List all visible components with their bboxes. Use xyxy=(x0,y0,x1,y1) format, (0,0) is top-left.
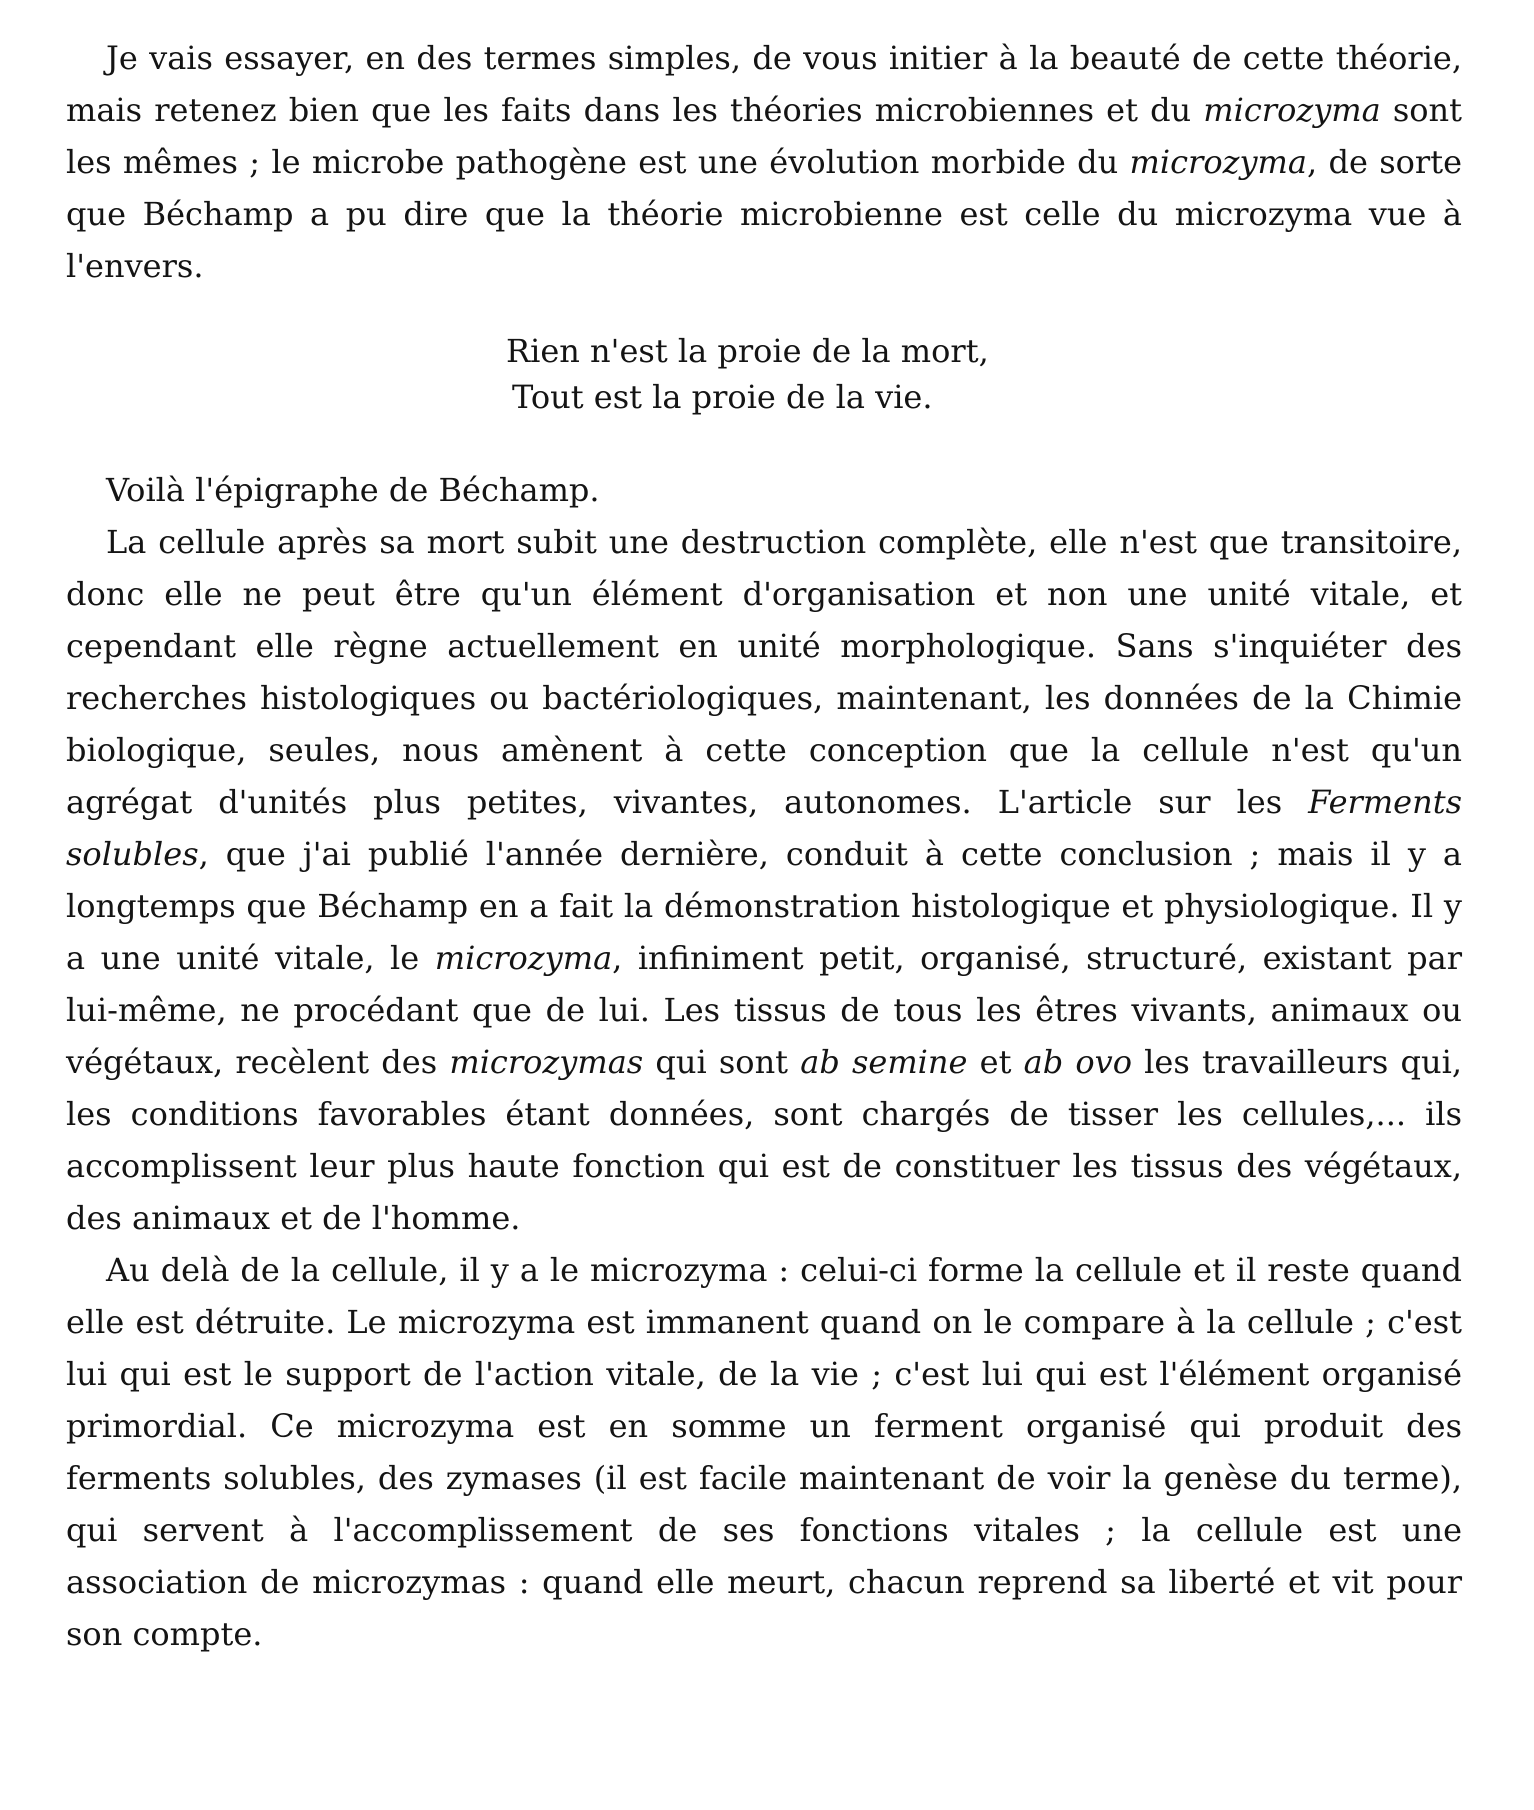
text-run: qui sont xyxy=(643,1043,801,1081)
verse-line-2: Tout est la proie de la vie. xyxy=(512,378,933,416)
text-run: les travailleurs qui, les conditions favorables étant données, sont chargés de tisser les cellules,... ils accomplissent leur plus haute fonction qui est de constituer les tissus des végétaux, des animaux et de l'homme. xyxy=(66,1043,1463,1237)
paragraph-cellule xyxy=(66,516,1462,1244)
text-run: Je vais essayer, en des termes simples, de vous initier à la beauté de cette théorie, mais retenez bien que les faits dans les théories microbiennes et du xyxy=(66,39,1462,129)
paragraph-intro xyxy=(66,32,1462,292)
text-run: sont les mêmes ; le microbe pathogène est une évolution morbide du xyxy=(66,91,1463,181)
italic-term: ab semine xyxy=(800,1043,968,1081)
text-run: , de sorte que Béchamp a pu dire que la théorie microbienne est celle du microzyma vue à l'envers. xyxy=(66,143,1463,285)
paragraph-microzyma xyxy=(66,1244,1462,1660)
text-run: , que j'ai publié l'année dernière, conduit à cette conclusion ; mais il y a longtemps que Béchamp en a fait la démonstration histologique et physiologique. Il y a une unité vitale, le xyxy=(66,835,1462,977)
text-run: et xyxy=(967,1043,1024,1081)
verse-line-1: Rien n'est la proie de la mort, xyxy=(506,332,989,370)
italic-term: microzymas xyxy=(449,1043,644,1081)
text-run: Au delà de la cellule, il y a le microzyma : celui-ci forme la cellule et il reste quand elle est détruite. Le microzyma est immanent quand on le compare à la cellule ; c'est lui qui est le support de l'action vitale, de la vie ; c'est lui qui est l'élément organisé primordial. Ce microzyma est en somme un ferment organisé qui produit des ferments solubles, des zymases (il est facile maintenant de voir la genèse du terme), qui servent à l'accomplissement de ses fonctions vitales ; la cellule est une association de microzymas : quand elle meurt, chacun reprend sa liberté et vit pour son compte. xyxy=(66,1251,1462,1653)
text-run: Voilà l'épigraphe de Béchamp. xyxy=(106,471,600,509)
italic-term: microzyma xyxy=(1203,91,1381,129)
paragraph-epigraph-note xyxy=(66,464,1462,516)
text-run: La cellule après sa mort subit une destruction complète, elle n'est que transitoire, donc elle ne peut être qu'un élément d'organisation et non une unité vitale, et cependant elle règne actuellement en unité morphologique. Sans s'inquiéter des recherches histologiques ou bactériologiques, maintenant, les données de la Chimie biologique, seules, nous amènent à cette conception que la cellule n'est qu'un agrégat d'unités plus petites, vivantes, autonomes. L'article sur les xyxy=(66,523,1462,821)
italic-term: ab ovo xyxy=(1023,1043,1132,1081)
italic-term: microzyma xyxy=(1129,143,1307,181)
document-page xyxy=(66,32,1462,1660)
epigraph-verse xyxy=(506,328,1462,420)
italic-term: Ferments solubles xyxy=(66,783,1462,873)
text-run: , infiniment petit, organisé, structuré, existant par lui-même, ne procédant que de lui. Les tissus de tous les êtres vivants, animaux ou végétaux, recèlent des xyxy=(66,939,1463,1081)
italic-term: microzyma xyxy=(434,939,613,977)
